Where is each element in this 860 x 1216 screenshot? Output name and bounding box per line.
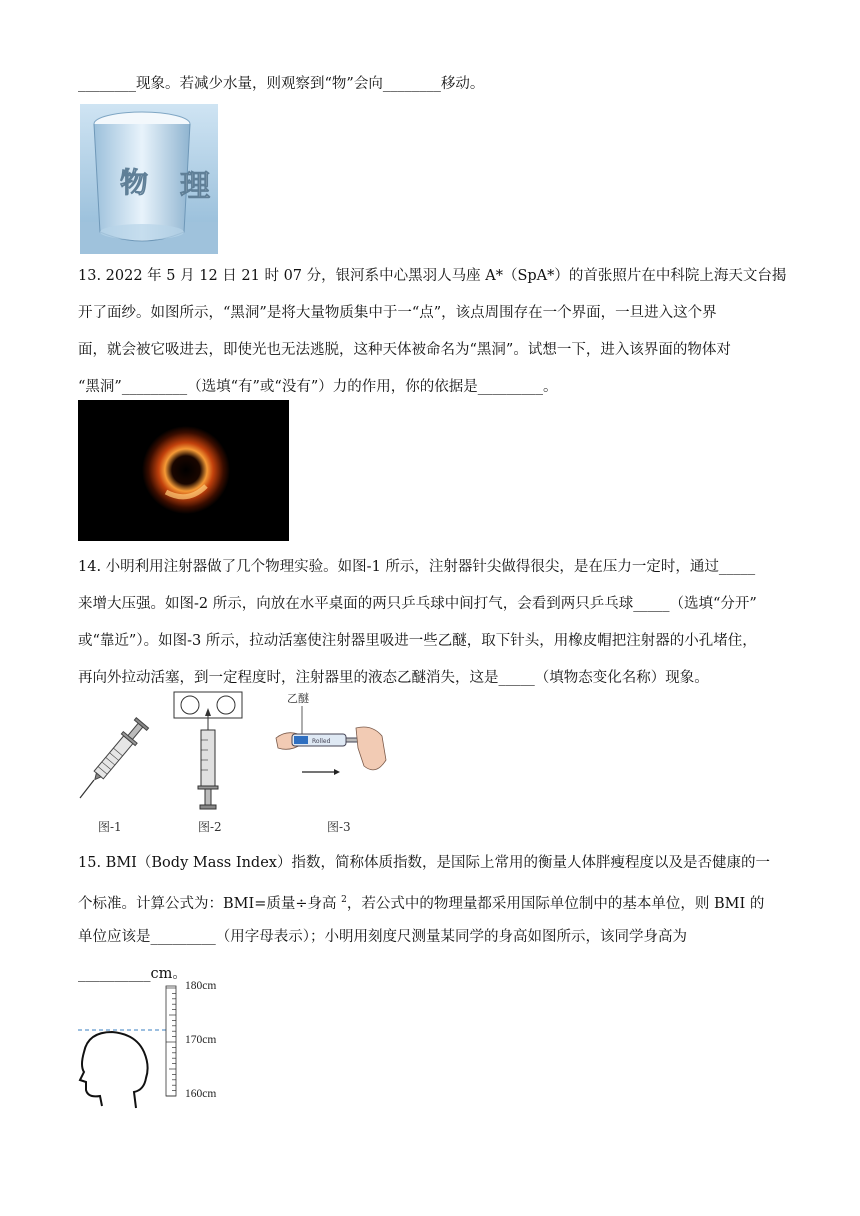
q14-line-2: 来增大压强。如图-2 所示，向放在水平桌面的两只乒乓球中间打气，会看到两只乒乓球_____（选填“分开” [78, 596, 757, 612]
q15-line-3: 单位应该是_________（用字母表示）；小明用刻度尺测量某同学的身高如图所示，该同学身高为 [78, 929, 687, 945]
q14-line-4: 再向外拉动活塞，到一定程度时，注射器里的液态乙醚消失，这是_____（填物态变化名称）现象。 [78, 670, 709, 686]
svg-text:物: 物 [120, 166, 149, 199]
q13-line-4: “黑洞”_________（选填“有”或“没有”）力的作用，你的依据是_________。 [78, 379, 558, 395]
ruler-label-160: 160cm [185, 1088, 217, 1100]
water-glass-photo [80, 104, 218, 254]
q13-line-3: 面，就会被它吸进去，即使光也无法逃脱，这种天体被命名为“黑洞”。试想一下，进入该界面的物体对 [78, 342, 731, 358]
figure-2-caption: 图-2 [198, 820, 222, 834]
q15-line-2-part-a: 个标准。计算公式为：BMI=质量÷身高 [78, 895, 342, 912]
q13-line-1: 13. 2022 年 5 月 12 日 21 时 07 分，银河系中心黑羽人马座 A*（SpA*）的首张照片在中科院上海天文台揭 [78, 268, 787, 284]
black-hole-image [78, 400, 289, 541]
syringe-label: Rolled [312, 738, 331, 745]
ruler-label-180: 180cm [185, 980, 217, 992]
q15-line-2 [78, 890, 764, 914]
q15-line-1: 15. BMI（Body Mass Index）指数，简称体质指数，是国际上常用的衡量人体胖瘦程度以及是否健康的一 [78, 855, 770, 871]
syringe-balls-figure-2 [172, 690, 246, 814]
syringe-figure-1 [78, 702, 158, 802]
q14-line-3: 或“靠近”）。如图-3 所示，拉动活塞使注射器里吸进一些乙醚，取下针头，用橡皮帽把注射器的小孔堵住， [78, 633, 757, 649]
q15-line-2-part-b: ，若公式中的物理量都采用国际单位制中的基本单位，则 BMI 的 [346, 895, 765, 912]
q15-superscript: 2 [341, 895, 347, 905]
q14-line-1: 14. 小明利用注射器做了几个物理实验。如图-1 所示，注射器针尖做得很尖，是在压力一定时，通过_____ [78, 559, 756, 575]
height-ruler-figure [78, 980, 188, 1112]
figure-1-caption: 图-1 [98, 820, 122, 834]
q15-line-4: __________cm。 [78, 966, 187, 982]
svg-text:理: 理 [180, 169, 210, 204]
figure-3-caption: 图-3 [327, 820, 351, 834]
q13-line-2: 开了面纱。如图所示，“黑洞”是将大量物质集中于一“点”，该点周围存在一个界面，一旦进入这个界 [78, 305, 717, 321]
ether-label: 乙醚 [287, 692, 309, 705]
q12-continuation-text: ________现象。若减少水量，则观察到“物”会向________移动。 [78, 76, 485, 92]
ruler-label-170: 170cm [185, 1034, 217, 1046]
